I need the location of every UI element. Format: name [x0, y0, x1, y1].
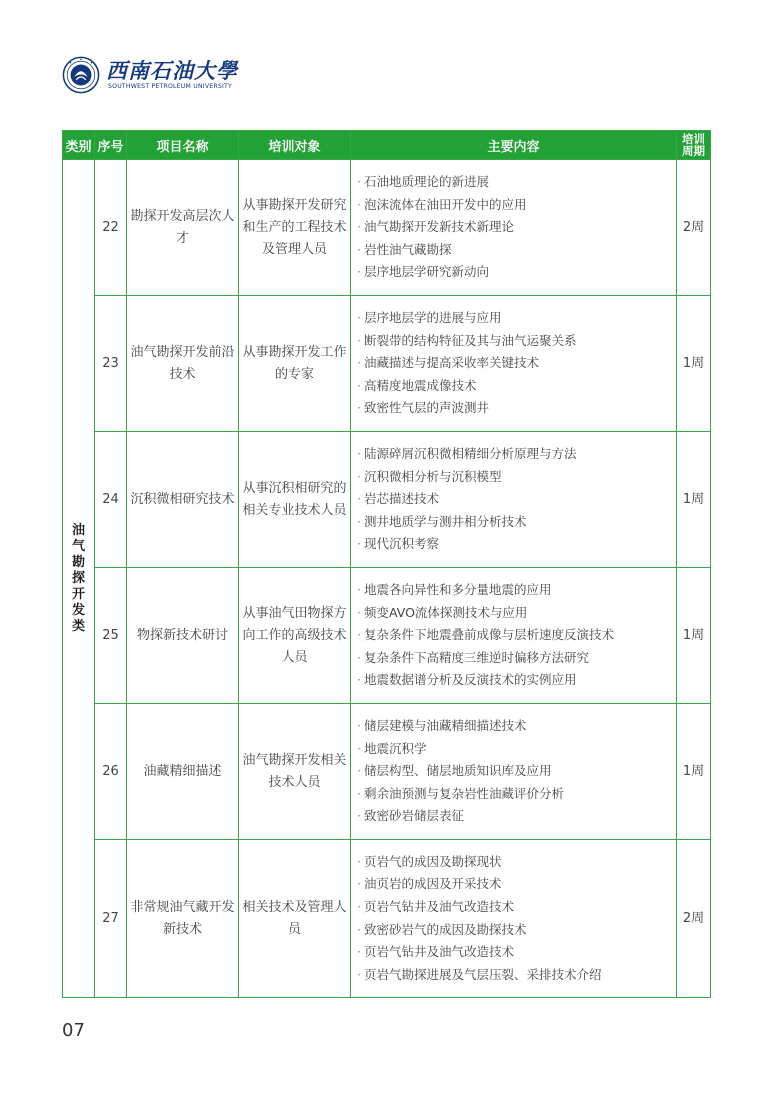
content-item: · 页岩气的成因及勘探现状 [357, 853, 502, 869]
university-logo [62, 56, 238, 94]
table-header-row [63, 131, 711, 160]
training-target: 从事油气田物探方向工作的高级技术人员 [239, 568, 351, 704]
content-item: · 油藏描述与提高采收率关键技术 [357, 355, 539, 371]
content-item: · 复杂条件下地震叠前成像与层析速度反演技术 [357, 627, 614, 643]
header-project: 项目名称 [127, 131, 239, 160]
content-item: · 层序地层学的进展与应用 [357, 310, 502, 326]
content-item: · 致密砂岩储层表征 [357, 808, 464, 824]
content-item: · 断裂带的结构特征及其与油气运聚关系 [357, 332, 577, 348]
content-item: · 地震数据谱分析及反演技术的实例应用 [357, 672, 577, 688]
table-row [63, 296, 711, 432]
table-row [63, 568, 711, 704]
training-period: 1周 [677, 568, 711, 704]
content-item: · 岩芯描述技术 [357, 491, 439, 507]
project-name: 非常规油气藏开发新技术 [127, 840, 239, 998]
content-item: · 油气勘探开发新技术新理论 [357, 219, 514, 235]
table-row [63, 840, 711, 998]
training-target: 相关技术及管理人员 [239, 840, 351, 998]
content-item: · 复杂条件下高精度三维逆时偏移方法研究 [357, 649, 589, 665]
table-row [63, 160, 711, 296]
row-number: 24 [95, 432, 127, 568]
content-item: · 岩性油气藏勘探 [357, 241, 452, 257]
table-row [63, 704, 711, 840]
content-item: · 页岩气钻井及油气改造技术 [357, 944, 514, 960]
project-name: 沉积微相研究技术 [127, 432, 239, 568]
content-item: · 储层构型、储层地质知识库及应用 [357, 763, 552, 779]
content-item: · 致密性气层的声波测井 [357, 400, 489, 416]
row-number: 27 [95, 840, 127, 998]
training-target: 从事沉积相研究的相关专业技术人员 [239, 432, 351, 568]
row-number: 26 [95, 704, 127, 840]
training-period: 2周 [677, 840, 711, 998]
content-item: · 泡沫流体在油田开发中的应用 [357, 196, 527, 212]
content-item: · 高精度地震成像技术 [357, 377, 477, 393]
page-number: 07 [62, 1020, 85, 1041]
category-label: 油气勘探开发类 [71, 522, 85, 634]
university-seal-icon [62, 56, 100, 94]
category-cell [63, 160, 95, 998]
content-item: · 页岩气钻井及油气改造技术 [357, 898, 514, 914]
content-item: · 层序地层学研究新动向 [357, 264, 489, 280]
training-period: 2周 [677, 160, 711, 296]
content-cell [351, 296, 677, 432]
header-target: 培训对象 [239, 131, 351, 160]
project-name: 物探新技术研讨 [127, 568, 239, 704]
row-number: 25 [95, 568, 127, 704]
content-item: · 地震沉积学 [357, 740, 427, 756]
content-item: · 地震各向异性和多分量地震的应用 [357, 582, 552, 598]
training-target: 从事勘探开发工作的专家 [239, 296, 351, 432]
row-number: 22 [95, 160, 127, 296]
header-period: 培训周期 [677, 131, 711, 160]
university-name-en: SOUTHWEST PETROLEUM UNIVERSITY [108, 83, 232, 90]
content-item: · 剩余油预测与复杂岩性油藏评价分析 [357, 785, 564, 801]
training-target: 从事勘探开发研究和生产的工程技术及管理人员 [239, 160, 351, 296]
training-period: 1周 [677, 296, 711, 432]
header-number: 序号 [95, 131, 127, 160]
table-row [63, 432, 711, 568]
project-name: 勘探开发高层次人才 [127, 160, 239, 296]
header-category: 类别 [63, 131, 95, 160]
project-name: 油藏精细描述 [127, 704, 239, 840]
content-cell [351, 704, 677, 840]
training-period: 1周 [677, 432, 711, 568]
content-cell [351, 568, 677, 704]
project-name: 油气勘探开发前沿技术 [127, 296, 239, 432]
content-item: · 石油地质理论的新进展 [357, 174, 489, 190]
content-item: · 测井地质学与测井相分析技术 [357, 513, 527, 529]
content-item: · 油页岩的成因及开采技术 [357, 876, 502, 892]
content-item: · 频变AVO流体探测技术与应用 [357, 604, 528, 620]
training-target: 油气勘探开发相关技术人员 [239, 704, 351, 840]
content-item: · 现代沉积考察 [357, 536, 439, 552]
content-cell [351, 160, 677, 296]
header-content: 主要内容 [351, 131, 677, 160]
content-cell [351, 432, 677, 568]
training-period: 1周 [677, 704, 711, 840]
university-name-cn: 西南石油大學 [106, 58, 238, 83]
content-item: · 沉积微相分析与沉积模型 [357, 468, 502, 484]
row-number: 23 [95, 296, 127, 432]
content-item: · 致密砂岩气的成因及勘探技术 [357, 921, 527, 937]
content-item: · 陆源碎屑沉积微相精细分析原理与方法 [357, 446, 577, 462]
content-item: · 页岩气勘探进展及气层压裂、采排技术介绍 [357, 966, 602, 982]
content-cell [351, 840, 677, 998]
content-item: · 储层建模与油藏精细描述技术 [357, 718, 527, 734]
training-table [62, 130, 711, 998]
